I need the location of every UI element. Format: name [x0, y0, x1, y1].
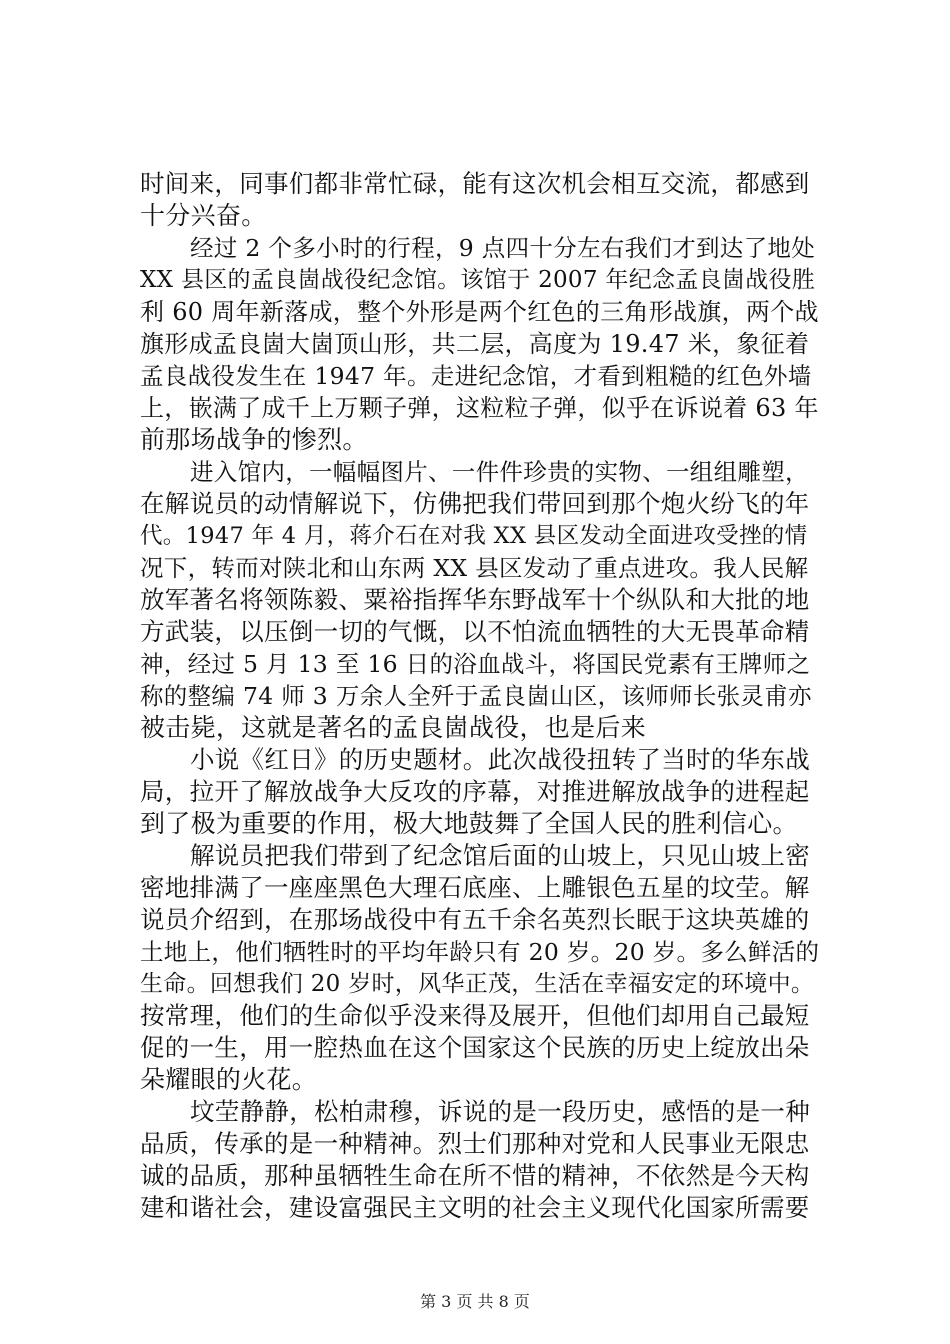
text-line: 孟良战役发生在 1947 年。走进纪念馆，才看到粗糙的红色外墙 — [140, 362, 812, 390]
text-line: 前那场战争的惨烈。 — [140, 425, 368, 454]
text-line: XX 县区的孟良崮战役纪念馆。该馆于 2007 年纪念孟良崮战役胜 — [140, 267, 816, 293]
text-line: 说员介绍到，在那场战役中有五千余名英烈长眠于这块英雄的 — [140, 905, 810, 934]
text-line: 品质，传承的是一种精神。烈士们那种对党和人民事业无限忠 — [140, 1129, 810, 1158]
text-line: 生命。回想我们 20 岁时，风华正茂，生活在幸福安定的环境中。 — [140, 971, 815, 997]
text-line: 朵耀眼的火花。 — [140, 1065, 318, 1094]
text-line: 经过 2 个多小时的行程，9 点四十分左右我们才到达了地处 — [190, 234, 816, 262]
text-line: 土地上，他们牺牲时的平均年龄只有 20 岁。20 岁。多么鲜活的 — [140, 938, 820, 966]
text-line: 按常理，他们的生命似乎没来得及展开，但他们却用自己最短 — [140, 1001, 810, 1030]
text-line: 到了极为重要的作用，极大地鼓舞了全国人民的胜利信心。 — [140, 809, 798, 838]
text-line: 十分兴奋。 — [140, 201, 267, 230]
document-body — [140, 168, 820, 1224]
text-line: 代。1947 年 4 月，蒋介石在对我 XX 县区发动全面进攻受挫的情 — [140, 523, 808, 549]
text-line: 上，嵌满了成千上万颗子弹，这粒粒子弹，似乎在诉说着 63 年 — [140, 394, 819, 422]
text-line: 密地排满了一座座黑色大理石底座、上雕银色五星的坟茔。解 — [140, 873, 810, 902]
text-line: 神，经过 5 月 13 至 16 日的浴血战斗，将国民党素有王牌师之 — [140, 650, 811, 678]
text-line: 坟茔静静，松柏肃穆，诉说的是一段历史，感悟的是一种 — [190, 1097, 810, 1126]
text-line: 促的一生，用一腔热血在这个国家这个民族的历史上绽放出朵 — [140, 1033, 810, 1062]
text-line: 诚的品质，那种虽牺牲生命在所不惜的精神，不依然是今天构 — [140, 1161, 810, 1190]
text-line: 利 60 周年新落成，整个外形是两个红色的三角形战旗，两个战 — [140, 298, 819, 326]
text-line: 旗形成孟良崮大崮顶山形，共二层，高度为 19.47 米，象征着 — [140, 330, 810, 358]
text-line: 小说《红日》的历史题材。此次战役扭转了当时的华东战 — [190, 745, 810, 774]
text-line: 解说员把我们带到了纪念馆后面的山坡上，只见山坡上密 — [190, 841, 810, 870]
text-line: 放军著名将领陈毅、粟裕指挥华东野战军十个纵队和大批的地 — [140, 585, 810, 614]
text-line: 况下，转而对陕北和山东两 XX 县区发动了重点进攻。我人民解 — [140, 554, 809, 582]
text-line: 方武装，以压倒一切的气慨，以不怕流血牺牲的大无畏革命精 — [140, 617, 810, 646]
text-line: 被击毙，这就是著名的孟良崮战役，也是后来 — [140, 713, 647, 742]
text-line: 在解说员的动情解说下，仿佛把我们带回到那个炮火纷飞的年 — [140, 489, 810, 518]
text-line: 称的整编 74 师 3 万余人全歼于孟良崮山区，该师师长张灵甫亦 — [140, 682, 812, 710]
page-number-footer: 第 3 页 共 8 页 — [420, 1292, 530, 1311]
text-line: 进入馆内，一幅幅图片、一件件珍贵的实物、一组组雕塑， — [190, 458, 809, 486]
text-line: 建和谐社会，建设富强民主文明的社会主义现代化国家所需要 — [140, 1193, 810, 1222]
text-line: 时间来，同事们都非常忙碌，能有这次机会相互交流，都感到 — [140, 169, 810, 198]
text-line: 局，拉开了解放战争大反攻的序幕，对推进解放战争的进程起 — [140, 777, 810, 806]
